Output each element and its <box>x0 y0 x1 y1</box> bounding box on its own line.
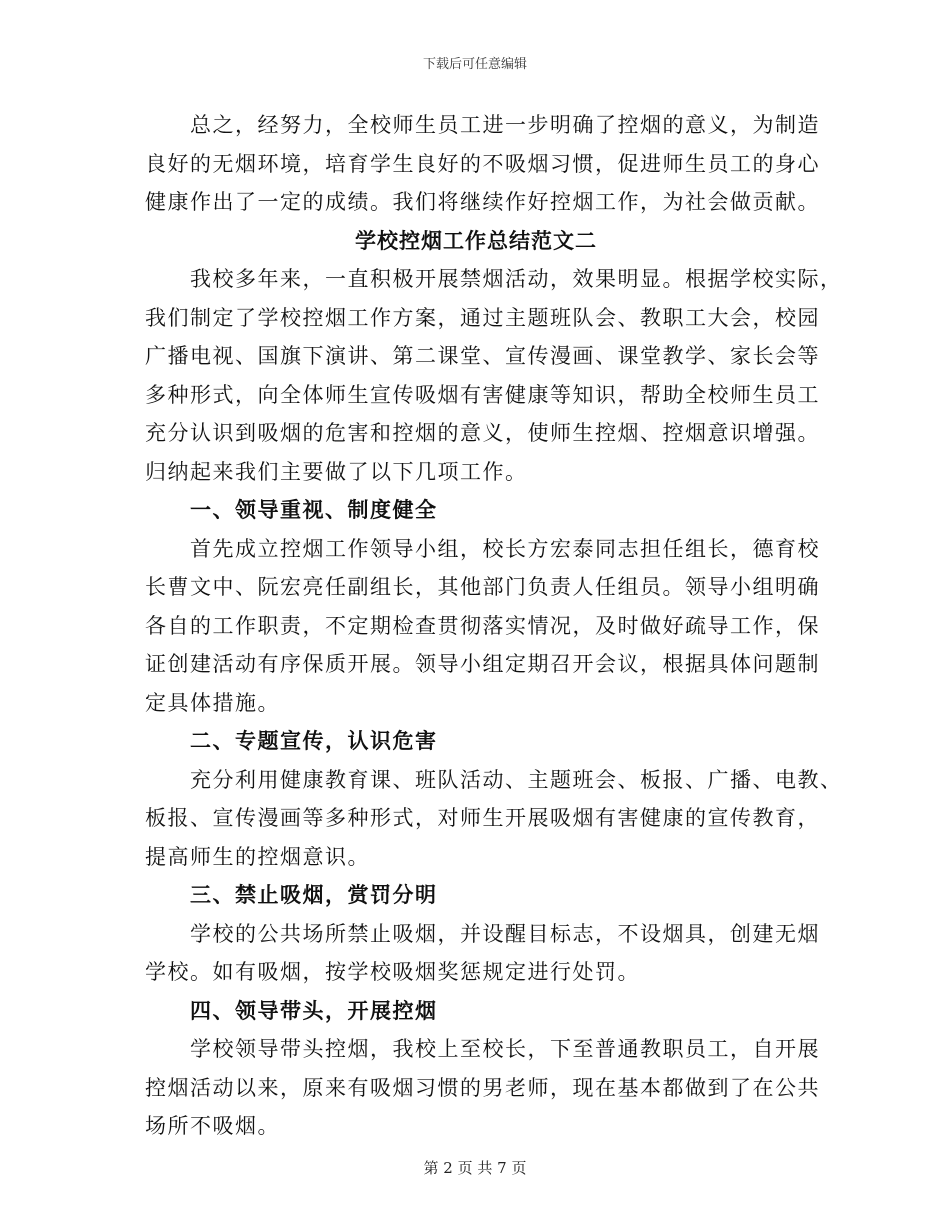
paragraph-line: 板报、宣传漫画等多种形式，对师生开展吸烟有害健康的宣传教育， <box>145 806 820 830</box>
paragraph-line: 我们制定了学校控烟工作方案，通过主题班队会、教职工大会，校园 <box>145 305 820 330</box>
paragraph-line: 提高师生的控烟意识。 <box>145 844 370 869</box>
section-heading: 三、禁止吸烟，赏罚分明 <box>190 882 438 907</box>
paragraph-line: 场所不吸烟。 <box>145 1114 280 1138</box>
paragraph-line: 多种形式，向全体师生宣传吸烟有害健康等知识，帮助全校师生员工 <box>145 382 820 407</box>
page-footer: 第 2 页 共 7 页 <box>423 1159 527 1177</box>
paragraph-line: 首先成立控烟工作领导小组，校长方宏泰同志担任组长，德育校 <box>190 536 820 561</box>
paragraph-line: 学校的公共场所禁止吸烟，并设醒目标志，不设烟具，创建无烟 <box>190 921 820 946</box>
paragraph-line: 各自的工作职责，不定期检查贯彻落实情况，及时做好疏导工作，保 <box>145 613 820 638</box>
paragraph-line: 学校领导带头控烟，我校上至校长，下至普通教职员工，自开展 <box>190 1037 820 1061</box>
section-heading: 一、领导重视、制度健全 <box>190 497 438 522</box>
paragraph-line: 证创建活动有序保质开展。领导小组定期召开会议，根据具体问题制 <box>145 652 820 676</box>
document-title: 学校控烟工作总结范文二 <box>355 227 597 253</box>
paragraph-line: 学校。如有吸烟，按学校吸烟奖惩规定进行处罚。 <box>145 960 640 984</box>
paragraph-line: 总之，经努力，全校师生员工进一步明确了控烟的意义，为制造 <box>190 113 820 137</box>
paragraph-line: 良好的无烟环境，培育学生良好的不吸烟习惯，促进师生员工的身心 <box>145 151 820 176</box>
paragraph-line: 定具体措施。 <box>145 690 280 715</box>
paragraph-line: 控烟活动以来，原来有吸烟习惯的男老师，现在基本都做到了在公共 <box>145 1075 820 1100</box>
paragraph-line: 广播电视、国旗下演讲、第二课堂、宣传漫画、课堂教学、家长会等 <box>145 344 820 368</box>
page-header: 下载后可任意编辑 <box>422 57 527 72</box>
section-heading: 二、专题宣传，认识危害 <box>190 728 438 753</box>
paragraph-line: 健康作出了一定的成绩。我们将继续作好控烟工作，为社会做贡献。 <box>145 190 820 214</box>
paragraph-line: 归纳起来我们主要做了以下几项工作。 <box>145 459 528 484</box>
paragraph-line: 长曹文中、阮宏亮任副组长，其他部门负责人任组员。领导小组明确 <box>145 575 820 599</box>
document-body <box>145 106 843 1146</box>
paragraph-line: 我校多年来，一直积极开展禁烟活动，效果明显。根据学校实际， <box>190 267 843 291</box>
paragraph-line: 充分认识到吸烟的危害和控烟的意义，使师生控烟、控烟意识增强。 <box>145 421 820 445</box>
paragraph-line: 充分利用健康教育课、班队活动、主题班会、板报、广播、电教、 <box>190 767 843 792</box>
section-heading: 四、领导带头，开展控烟 <box>190 997 438 1023</box>
